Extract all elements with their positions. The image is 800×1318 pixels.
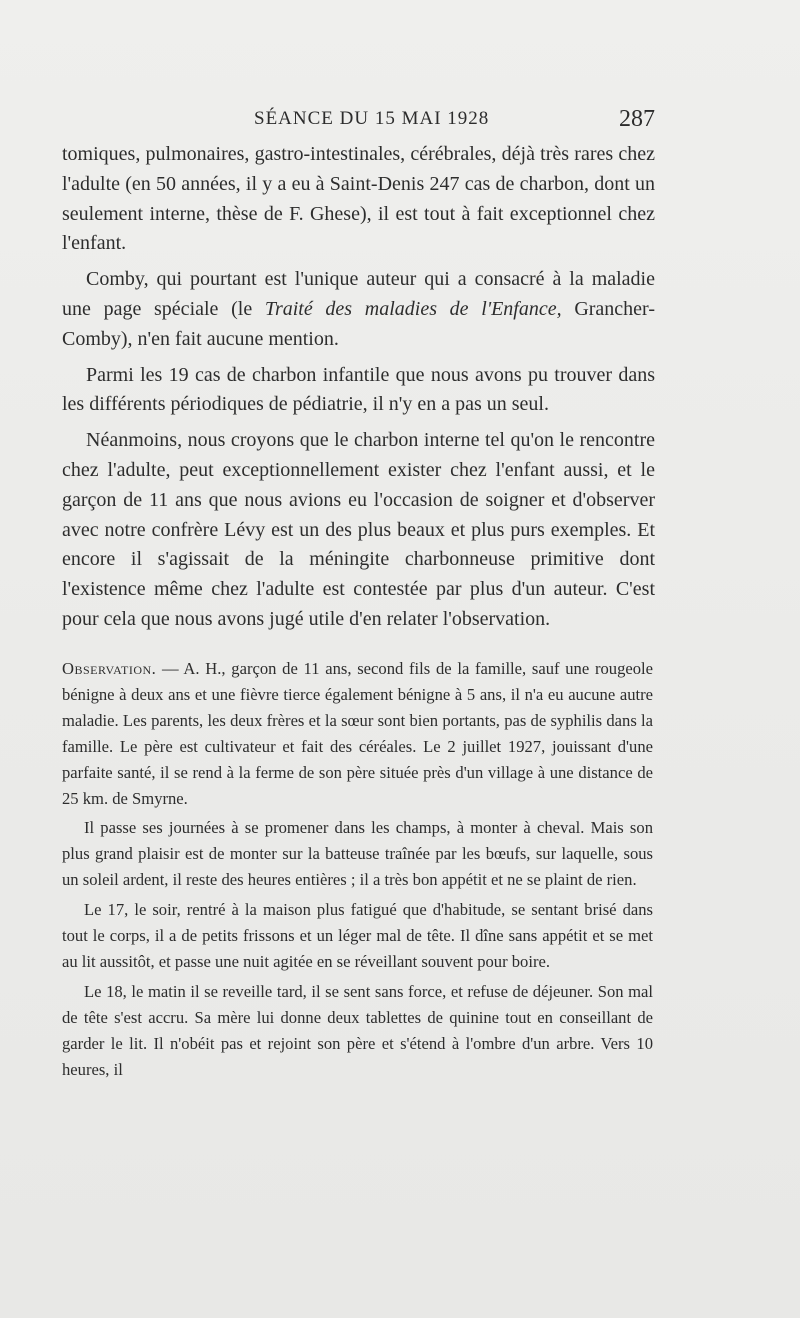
observation-section: [62, 656, 653, 1087]
paragraph-1: tomiques, pulmonaires, gastro-intestinales, cérébrales, déjà très rares chez l'adulte (en 50 années, il y a eu à Saint-Denis 247 cas de charbon, dont un seulement interne, thèse de F. Ghese), il est tout à fait exceptionnel chez l'enfant.: [62, 143, 655, 255]
observation-paragraph-1: [62, 656, 653, 811]
observation-paragraph-3: Le 17, le soir, rentré à la maison plus fatigué que d'habitude, se sentant brisé dans tout le corps, il a de petits frissons et un léger mal de tête. Il dîne sans appétit et se met au lit aussitôt, et passe une nuit agitée en se réveillant souvent pour boire.: [62, 900, 653, 971]
running-head: SÉANCE DU 15 MAI 1928: [254, 108, 490, 129]
paragraph-2-start: Comby, qui pourtant est l'unique auteur qui a consacré à la maladie une page spéciale (le: [62, 268, 655, 320]
paragraph-4: Néanmoins, nous croyons que le charbon interne tel qu'on le rencontre chez l'adulte, peut exceptionnellement exister chez l'enfant aussi, et le garçon de 11 ans que nous avions eu l'occasion de soigner et d'observer avec notre confrère Lévy est un des plus beaux et plus purs exemples. Et encore il s'agissait de la méningite charbonneuse primitive dont l'existence même chez l'adulte est contestée par plus d'un auteur. C'est pour cela que nous avons jugé utile d'en relater l'observation.: [62, 429, 655, 630]
paragraph-2: [62, 265, 655, 354]
page-header: [62, 104, 655, 138]
observation-label: Observation.: [62, 659, 157, 678]
main-text: [62, 140, 655, 641]
paragraph-2-end: Grancher-Comby), n'en fait aucune mention.: [62, 297, 655, 350]
observation-paragraph-2: Il passe ses journées à se promener dans les champs, à monter à cheval. Mais son plus grand plaisir est de monter sur la batteuse traînée par les bœufs, sur laquelle, sous un soleil ardent, il reste des heures entières ; il a très bon appétit et ne se plaint de rien.: [62, 818, 653, 890]
book-title: Traité des maladies de l'Enfance,: [264, 297, 562, 320]
observation-paragraph-1-text: — A. H., garçon de 11 ans, second fils de la famille, sauf une rougeole bénigne à deux ans et une fièvre tierce également bénigne à 5 ans, il n'a eu aucune autre maladie. Les parents, les deux frères et la sœur sont bien portants, pas de syphilis dans la famille. Le père est cultivateur et fait des céréales. Le 2 juillet 1927, jouissant d'une parfaite santé, il se rend à la ferme de son père située près d'un village à une distance de 25 km. de Smyrne.: [62, 659, 653, 808]
observation-paragraph-4: Le 18, le matin il se reveille tard, il se sent sans force, et refuse de déjeuner. Son mal de tête s'est accru. Sa mère lui donne deux tablettes de quinine tout en conseillant de garder le lit. Il n'obéit pas et rejoint son père et s'étend à l'ombre d'un arbre. Vers 10 heures, il: [62, 981, 653, 1079]
page-number: 287: [619, 106, 655, 132]
paragraph-3: Parmi les 19 cas de charbon infantile que nous avons pu trouver dans les différents périodiques de pédiatrie, il n'y en a pas un seul.: [62, 363, 655, 416]
